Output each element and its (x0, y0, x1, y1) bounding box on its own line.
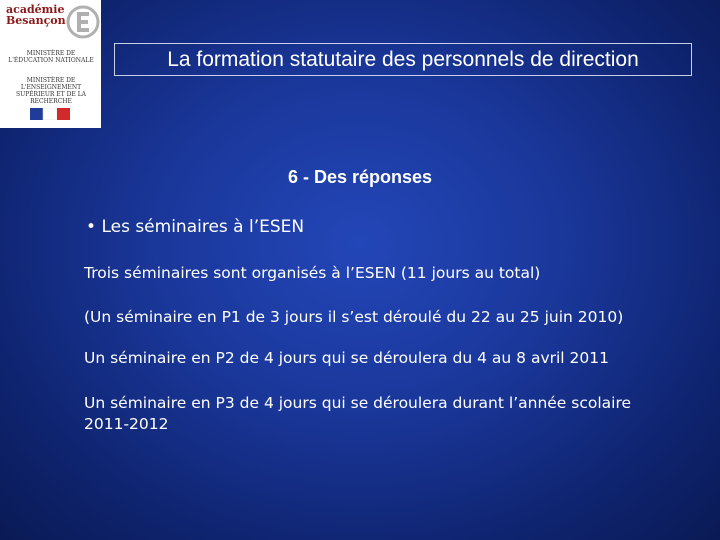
section-heading: 6 - Des réponses (287, 167, 433, 187)
paragraph-p1: (Un séminaire en P1 de 3 jours il s’est déroulé du 22 au 25 juin 2010) (84, 308, 624, 326)
paragraph-p2: Un séminaire en P2 de 4 jours qui se déroulera du 4 au 8 avril 2011 (84, 349, 609, 367)
academie-name (6, 4, 68, 26)
academie-line2: Besançon (6, 14, 66, 27)
bullet-text: Les séminaires à l’ESEN (101, 217, 305, 237)
e-mark-icon (66, 2, 100, 42)
ministry-research-label: MINISTÈRE DE L'ENSEIGNEMENT SUPÉRIEUR ET DE LA RECHERCHE (15, 77, 87, 105)
paragraph-p3: Un séminaire en P3 de 4 jours qui se déroulera durant l’année scolaire 2011-2012 (84, 394, 632, 433)
slide-title: La formation statutaire des personnels de direction (114, 43, 692, 76)
bullet-item (86, 217, 304, 237)
ministry-education-label: MINISTÈRE DE L'ÉDUCATION NATIONALE (8, 50, 94, 64)
academie-logo (0, 0, 101, 128)
republic-flag-icon (30, 108, 70, 120)
paragraph-total: Trois séminaires sont organisés à l’ESEN (11 jours au total) (84, 264, 541, 282)
bullet-icon: • (86, 217, 97, 237)
academie-line1: académie (6, 3, 65, 16)
